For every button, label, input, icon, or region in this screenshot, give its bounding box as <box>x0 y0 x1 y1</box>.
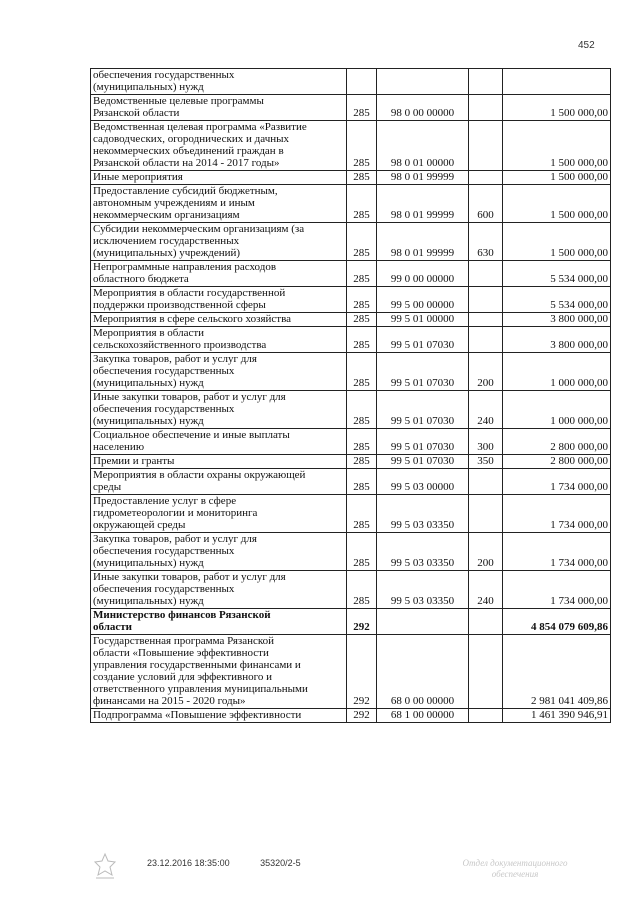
row-ved-cell: 292 <box>347 709 377 723</box>
row-ved-cell: 292 <box>347 635 377 709</box>
table-row <box>91 635 611 709</box>
row-sum-cell: 1 500 000,00 <box>503 95 611 121</box>
table-row <box>91 69 611 95</box>
row-ved-cell: 285 <box>347 533 377 571</box>
row-ved-cell: 285 <box>347 261 377 287</box>
row-ved-cell: 285 <box>347 327 377 353</box>
table-row <box>91 469 611 495</box>
table-row <box>91 609 611 635</box>
row-sum-cell: 1 500 000,00 <box>503 185 611 223</box>
row-sum-cell: 2 800 000,00 <box>503 455 611 469</box>
row-sum-cell: 1 734 000,00 <box>503 533 611 571</box>
row-name-cell: Мероприятия в области сельскохозяйственного производства <box>91 327 347 353</box>
row-csr-cell <box>377 69 469 95</box>
row-ved-cell: 285 <box>347 353 377 391</box>
table-row <box>91 223 611 261</box>
row-vr-cell <box>469 95 503 121</box>
footer-datetime: 23.12.2016 18:35:00 <box>147 858 230 868</box>
row-sum-cell: 4 854 079 609,86 <box>503 609 611 635</box>
row-vr-cell: 630 <box>469 223 503 261</box>
row-vr-cell <box>469 121 503 171</box>
row-vr-cell <box>469 495 503 533</box>
row-csr-cell: 98 0 00 00000 <box>377 95 469 121</box>
row-csr-cell: 99 0 00 00000 <box>377 261 469 287</box>
row-sum-cell: 5 534 000,00 <box>503 261 611 287</box>
row-csr-cell: 99 5 03 03350 <box>377 495 469 533</box>
faded-stamp-watermark: Отдел документационного обеспечения <box>462 858 568 879</box>
footer <box>147 858 329 868</box>
row-sum-cell: 3 800 000,00 <box>503 327 611 353</box>
row-csr-cell: 99 5 01 07030 <box>377 391 469 429</box>
row-csr-cell: 99 5 01 07030 <box>377 455 469 469</box>
row-ved-cell: 285 <box>347 429 377 455</box>
row-csr-cell: 99 5 00 00000 <box>377 287 469 313</box>
row-name-cell: Премии и гранты <box>91 455 347 469</box>
row-name-cell: Закупка товаров, работ и услуг для обеспечения государственных (муниципальных) нужд <box>91 533 347 571</box>
row-ved-cell: 285 <box>347 95 377 121</box>
table-row <box>91 495 611 533</box>
table-row <box>91 171 611 185</box>
row-name-cell: Мероприятия в сфере сельского хозяйства <box>91 313 347 327</box>
table-row <box>91 327 611 353</box>
row-ved-cell: 285 <box>347 313 377 327</box>
table-row <box>91 571 611 609</box>
row-vr-cell <box>469 261 503 287</box>
row-sum-cell: 1 000 000,00 <box>503 391 611 429</box>
row-vr-cell <box>469 287 503 313</box>
budget-table-body <box>91 69 611 723</box>
table-row <box>91 313 611 327</box>
row-sum-cell: 1 734 000,00 <box>503 495 611 533</box>
row-vr-cell: 200 <box>469 533 503 571</box>
row-name-cell: Предоставление услуг в сфере гидрометеорологии и мониторинга окружающей среды <box>91 495 347 533</box>
row-sum-cell: 1 500 000,00 <box>503 121 611 171</box>
row-vr-cell: 600 <box>469 185 503 223</box>
row-name-cell: Государственная программа Рязанской области «Повышение эффективности управления государственными финансами и создание условий для эффективного и ответственного управления муниципальными финансами на 2015 - 2020 годы» <box>91 635 347 709</box>
row-ved-cell: 285 <box>347 185 377 223</box>
row-vr-cell <box>469 69 503 95</box>
row-vr-cell <box>469 313 503 327</box>
row-sum-cell: 2 981 041 409,86 <box>503 635 611 709</box>
row-ved-cell: 285 <box>347 495 377 533</box>
row-vr-cell: 240 <box>469 571 503 609</box>
row-ved-cell: 285 <box>347 287 377 313</box>
table-row <box>91 709 611 723</box>
row-csr-cell: 68 0 00 00000 <box>377 635 469 709</box>
row-sum-cell <box>503 69 611 95</box>
table-row <box>91 429 611 455</box>
table-row <box>91 287 611 313</box>
row-name-cell: Иные мероприятия <box>91 171 347 185</box>
row-vr-cell: 300 <box>469 429 503 455</box>
row-ved-cell: 285 <box>347 171 377 185</box>
table-row <box>91 455 611 469</box>
row-name-cell: Ведомственная целевая программа «Развитие садоводческих, огороднических и дачных некоммерческих объединений граждан в Рязанской области на 2014 - 2017 годы» <box>91 121 347 171</box>
row-vr-cell <box>469 327 503 353</box>
row-sum-cell: 1 000 000,00 <box>503 353 611 391</box>
row-csr-cell: 98 0 01 99999 <box>377 185 469 223</box>
row-csr-cell: 99 5 03 03350 <box>377 571 469 609</box>
row-vr-cell <box>469 709 503 723</box>
row-name-cell: Ведомственные целевые программы Рязанской области <box>91 95 347 121</box>
row-sum-cell: 1 500 000,00 <box>503 223 611 261</box>
row-name-cell: Непрограммные направления расходов областного бюджета <box>91 261 347 287</box>
table-row <box>91 391 611 429</box>
row-ved-cell: 285 <box>347 121 377 171</box>
table-row <box>91 353 611 391</box>
page-number: 452 <box>578 40 595 51</box>
row-name-cell: Мероприятия в области государственной поддержки производственной сферы <box>91 287 347 313</box>
row-csr-cell <box>377 609 469 635</box>
table-row <box>91 95 611 121</box>
row-ved-cell: 285 <box>347 455 377 469</box>
row-csr-cell: 99 5 03 00000 <box>377 469 469 495</box>
row-ved-cell: 292 <box>347 609 377 635</box>
row-ved-cell <box>347 69 377 95</box>
row-name-cell: обеспечения государственных (муниципальных) нужд <box>91 69 347 95</box>
row-csr-cell: 98 0 01 99999 <box>377 171 469 185</box>
table-row <box>91 185 611 223</box>
row-name-cell: Подпрограмма «Повышение эффективности <box>91 709 347 723</box>
table-row <box>91 533 611 571</box>
row-name-cell: Иные закупки товаров, работ и услуг для обеспечения государственных (муниципальных) нужд <box>91 391 347 429</box>
row-ved-cell: 285 <box>347 391 377 429</box>
row-name-cell: Мероприятия в области охраны окружающей среды <box>91 469 347 495</box>
row-vr-cell <box>469 469 503 495</box>
row-name-cell: Субсидии некоммерческим организациям (за исключением государственных (муниципальных) учреждений) <box>91 223 347 261</box>
logo-icon <box>92 852 118 882</box>
row-sum-cell: 1 734 000,00 <box>503 469 611 495</box>
row-sum-cell: 1 734 000,00 <box>503 571 611 609</box>
row-csr-cell: 98 0 01 99999 <box>377 223 469 261</box>
row-csr-cell: 99 5 01 07030 <box>377 353 469 391</box>
budget-table <box>90 68 611 723</box>
row-name-cell: Министерство финансов Рязанской области <box>91 609 347 635</box>
row-sum-cell: 1 500 000,00 <box>503 171 611 185</box>
row-vr-cell <box>469 635 503 709</box>
table-row <box>91 261 611 287</box>
row-csr-cell: 99 5 01 07030 <box>377 327 469 353</box>
row-name-cell: Социальное обеспечение и иные выплаты населению <box>91 429 347 455</box>
row-csr-cell: 98 0 01 00000 <box>377 121 469 171</box>
row-ved-cell: 285 <box>347 571 377 609</box>
row-vr-cell: 240 <box>469 391 503 429</box>
row-sum-cell: 3 800 000,00 <box>503 313 611 327</box>
table-row <box>91 121 611 171</box>
row-sum-cell: 2 800 000,00 <box>503 429 611 455</box>
row-name-cell: Иные закупки товаров, работ и услуг для обеспечения государственных (муниципальных) нужд <box>91 571 347 609</box>
row-ved-cell: 285 <box>347 469 377 495</box>
row-sum-cell: 5 534 000,00 <box>503 287 611 313</box>
row-sum-cell: 1 461 390 946,91 <box>503 709 611 723</box>
row-vr-cell <box>469 171 503 185</box>
row-vr-cell <box>469 609 503 635</box>
row-name-cell: Предоставление субсидий бюджетным, автономным учреждениям и иным некоммерческим организациям <box>91 185 347 223</box>
row-csr-cell: 99 5 01 07030 <box>377 429 469 455</box>
row-vr-cell: 200 <box>469 353 503 391</box>
row-csr-cell: 99 5 01 00000 <box>377 313 469 327</box>
row-name-cell: Закупка товаров, работ и услуг для обеспечения государственных (муниципальных) нужд <box>91 353 347 391</box>
row-vr-cell: 350 <box>469 455 503 469</box>
row-ved-cell: 285 <box>347 223 377 261</box>
row-csr-cell: 99 5 03 03350 <box>377 533 469 571</box>
row-csr-cell: 68 1 00 00000 <box>377 709 469 723</box>
footer-doc-id: 35320/2-5 <box>260 858 301 868</box>
